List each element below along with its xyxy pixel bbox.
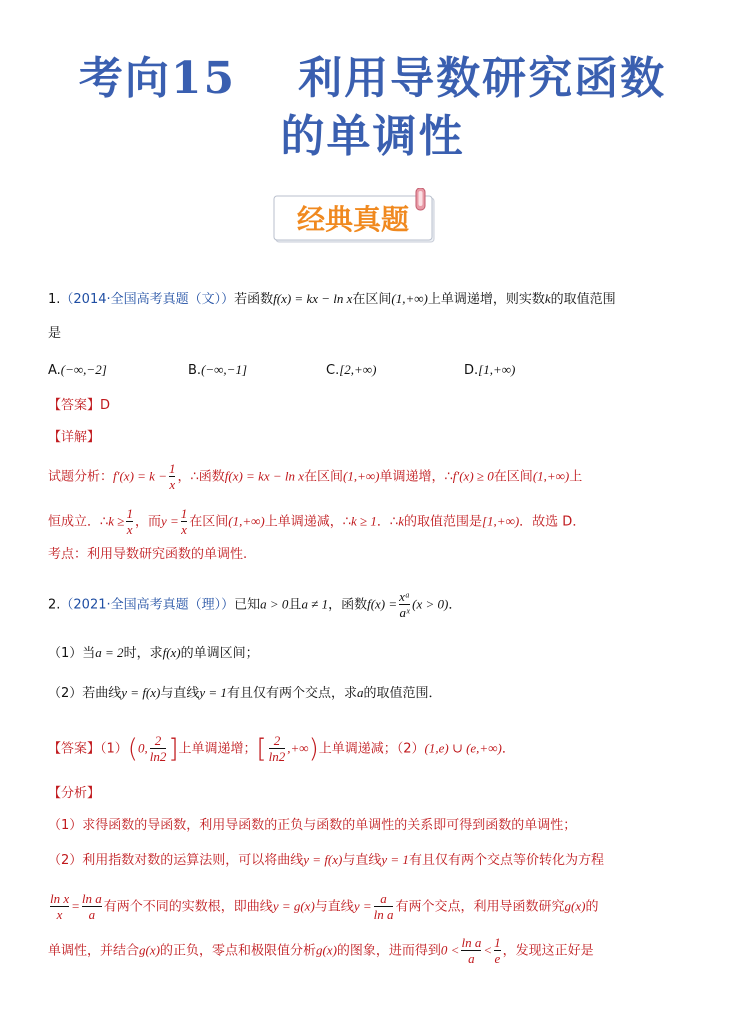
q2-analysis-line-2: （2）利用指数对数的运算法则，可以将曲线y = f(x)与直线y = 1有且仅有两个交点等价转化为方程	[48, 852, 604, 868]
q1-stem-line: 1.（2014·全国高考真题（文））若函数f(x) = kx − ln x在区间(1,+∞)上单调递增，则实数k的取值范围	[48, 291, 616, 307]
q1-detail-line-2: 恒成立．∴k ≥ $\frac{1}{x}$ ，而y = $\frac{1}{x}$ 在区间(1,+∞)上单调递减，∴k ≥ 1．∴k的取值范围是[1,+∞)．故选 D．	[48, 506, 586, 537]
banner-label: 经典真题	[296, 203, 410, 236]
q2-part-1: （1）当a = 2时，求f(x)的单调区间；	[48, 645, 259, 661]
q1-detail-line-1: 试题分析：f′(x) = k − $\frac{1}{x}$ ，∴函数f(x) = kx − ln x在区间(1,+∞)单调递增，∴f′(x) ≥ 0在区间(1,+∞)上	[48, 461, 583, 492]
q1-answer: 【答案】D	[48, 398, 111, 413]
title-topic-1: 利用导数研究函数	[298, 53, 667, 104]
q1-option-c: C.[2,+∞)	[326, 362, 377, 378]
classic-questions-banner	[270, 188, 440, 246]
q2-analysis-line-4: 单调性，并结合g(x)的正负，零点和极限值分析g(x)的图象，进而得到0 < $\frac{\text{ln a}}{a}$ < $\frac{1}{e}$ ，发现这正好是	[48, 935, 594, 966]
q2-analysis-line-3: $\frac{\text{ln x}}{x}$ = $\frac{\text{ln a}}{a}$ 有两个不同的实数根，即曲线y = g(x)与直线y = $\frac{a}{\text{ln a}}$ 有两个交点，利用导函数研究g(x)的	[50, 891, 599, 922]
q1-detail-label: 【详解】	[48, 430, 101, 445]
page-title	[0, 50, 745, 166]
q1-source: （2014·全国高考真题（文））	[60, 292, 235, 307]
q2-source: （2021·全国高考真题（理））	[60, 597, 235, 613]
q1-option-b: B.(−∞,−1]	[188, 362, 248, 378]
title-line-1	[0, 50, 745, 108]
q2-stem-line: 2.（2021·全国高考真题（理））已知a > 0且a ≠ 1，函数f(x) = $\frac{\text{xᵃ}}{\text{aˣ}}$ (x > 0)．	[48, 589, 462, 620]
paperclip-icon	[416, 188, 425, 210]
title-line-2: 的单调性	[280, 111, 465, 162]
title-prefix: 考向	[78, 53, 171, 104]
title-number: 15	[170, 53, 237, 104]
q2-answer: 【答案】（1）(0, $\frac{2}{\ln 2}$ ]上单调递增；[ $\frac{2}{\ln 2}$ ,+∞)上单调递减；（2）(1,e) ∪ (e,+∞)．	[48, 733, 515, 764]
q2-analysis-line-1: （1）求得函数的导函数，利用导函数的正负与函数的单调性的关系即可得到函数的单调性；	[48, 818, 577, 833]
q1-option-a: A.(−∞,−2]	[48, 362, 107, 378]
q2-part-2: （2）若曲线y = f(x)与直线y = 1有且仅有两个交点，求a的取值范围．	[48, 685, 442, 701]
q1-stem-line-2: 是	[48, 326, 62, 341]
q2-analysis-label: 【分析】	[48, 786, 101, 801]
q1-option-d: D.[1,+∞)	[464, 362, 516, 378]
q1-point: 考点：利用导数研究函数的单调性.	[48, 547, 248, 562]
